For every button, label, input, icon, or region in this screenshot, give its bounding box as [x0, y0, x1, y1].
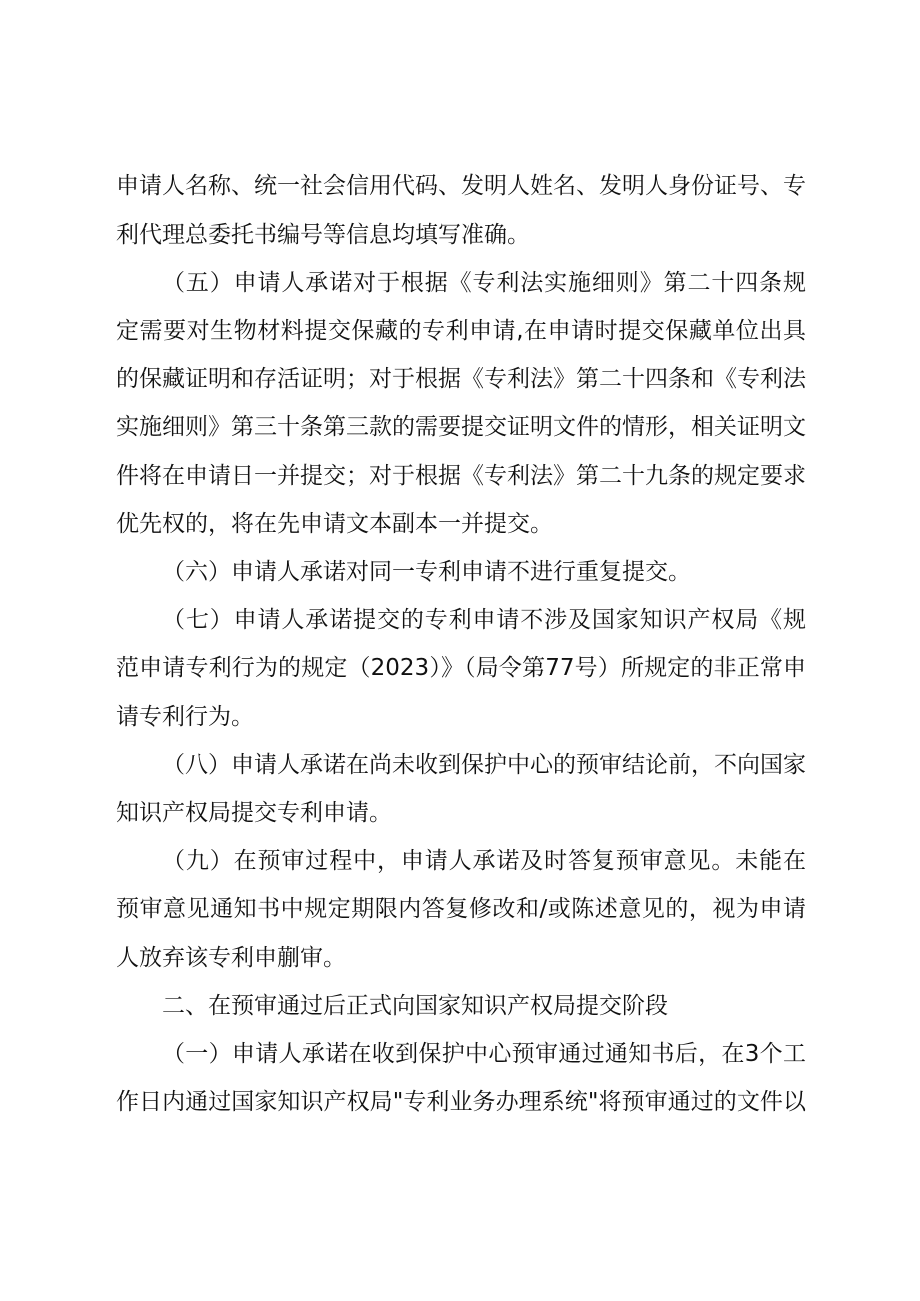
text-line: 知识产权局提交专利申请。 — [116, 800, 392, 826]
text-line: 的保藏证明和存活证明；对于根据《专利法》第二十四条和《专利法 — [116, 366, 806, 392]
paragraph-5-line: （五）申请人承诺对于根据《专利法实施细则》第二十四条规 — [162, 270, 806, 296]
paragraph-1-line: （一）申请人承诺在收到保护中心预审通过通知书后，在3个工 — [162, 1041, 806, 1067]
paragraph-7-line: （七）申请人承诺提交的专利申请不涉及国家知识产权局《规 — [162, 607, 806, 633]
paragraph-6-line: （六）申请人承诺对同一专利申请不进行重复提交。 — [162, 559, 691, 585]
paragraph-9-line: （九）在预审过程中，申请人承诺及时答复预审意见。未能在 — [162, 848, 806, 874]
text-line: 定需要对生物材料提交保藏的专利申请,在申请时提交保藏单位出具 — [116, 318, 806, 344]
text-line: 预审意见通知书中规定期限内答复修改和/或陈述意见的，视为申请 — [116, 896, 806, 922]
text-line: 申请人名称、统一社会信用代码、发明人姓名、发明人身份证号、专 — [116, 173, 806, 199]
text-line: 请专利行为。 — [116, 704, 254, 730]
text-line: 利代理总委托书编号等信息均填写准确。 — [116, 222, 530, 248]
text-line: 件将在申请日一并提交；对于根据《专利法》第二十九条的规定要求 — [116, 463, 806, 489]
text-line: 人放弃该专利申蒯审。 — [116, 945, 346, 971]
paragraph-8-line: （八）申请人承诺在尚未收到保护中心的预审结论前，不向国家 — [162, 752, 806, 778]
text-line: 实施细则》第三十条第三款的需要提交证明文件的情形，相关证明文 — [116, 414, 806, 440]
section-heading: 二、在预审通过后正式向国家知识产权局提交阶段 — [162, 993, 668, 1019]
text-line: 范申请专利行为的规定（2023）》（局令第77号）所规定的非正常申 — [116, 655, 806, 681]
text-line: 作日内通过国家知识产权局"专利业务办理系统"将预审通过的文件以 — [116, 1089, 806, 1115]
text-line: 优先权的，将在先申请文本副本一并提交。 — [116, 511, 553, 537]
